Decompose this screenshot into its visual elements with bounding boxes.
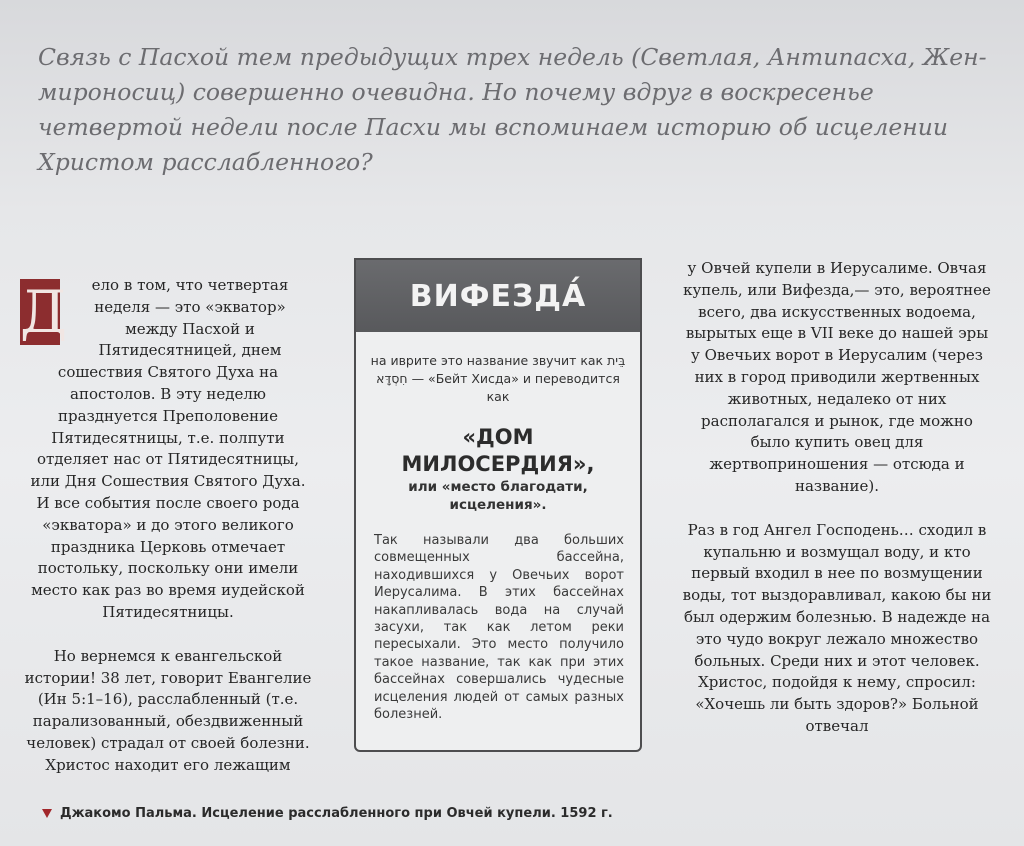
sidebar-title: ВИФЕЗДА́ (356, 260, 640, 332)
right-paragraph-2: Раз в год Ангел Господень… сходил в купальню и возмущал воду, и кто первый входил в нее по возмущении воды, тот выздоравливал, какою бы ни был одержим болезнью. В надежде на это чудо вокруг лежало множество больных. Среди них и этот человек. Христос, подойдя к нему, спросил: «Хочешь ли быть здоров?» Больной отвечал (682, 520, 992, 735)
caption-triangle-icon (42, 809, 52, 818)
lead-text: Связь с Пасхой тем предыдущих трех недель (Светлая, Антипасха, Жен-мироносиц) совершенно очевидна. Но почему вдруг в воскресенье четвертой недели после Пасхи мы вспоминаем историю об исцелении Христом расслабленного? (38, 43, 987, 176)
left-paragraph-1-text: ело в том, что четвертая неделя — это «экватор» между Пасхой и Пятидесятницей, днем сошествия Святого Духа на апостолов. В эту неделю празднуется Преполовение Пятидесятницы, т.е. полпути отделяет нас от Пятидесятницы, или Дня Сошествия Святого Духа. И все события после своего рода «экватора» и до этого великого праздника Церковь отмечает постольку, поскольку они имели место как раз во время иудейской Пятидесятницы. (30, 276, 306, 621)
left-paragraph-2: Но вернемся к евангельской истории! 38 лет, говорит Евангелие (Ин 5:1–16), расслабленный (т.е. парализованный, обездвиженный человек) страдал от своей болезни. Христос находит его лежащим (24, 646, 312, 774)
sidebar-highlight: «ДОМ МИЛОСЕРДИЯ», (401, 425, 595, 476)
left-column (22, 275, 314, 799)
left-paragraph-1 (22, 275, 314, 624)
image-caption (42, 806, 742, 821)
sidebar-box (354, 258, 642, 752)
sidebar-intro: на иврите это название звучит как בֵּית חִסְדָּא — «Бейт Хисда» и переводится как (370, 353, 626, 404)
lead-paragraph (38, 40, 988, 180)
caption-text: Джакомо Пальма. Исцеление расслабленного при Овчей купели. 1592 г. (60, 806, 613, 821)
right-paragraph-1: у Овчей купели в Иерусалиме. Овчая купель, или Вифезда,— это, вероятнее всего, два искусственных водоема, вырытых еще в VII веке до нашей эры у Овечьих ворот в Иерусалим (через них в город приводили жертвенных животных, недалеко от них располагался и рынок, где можно было купить овец для жертвоприношения — отсюда и название). (683, 259, 991, 495)
sidebar-body: Так называли два больших совмещенных бассейна, находившихся у Овечьих ворот Иерусалима. В этих бассейнах накапливалась вода на случай засухи, так как летом реки пересыхали. Это место получило такое название, так как при этих бассейнах совершались чудесные исцеления людей от самых разных болезней. (374, 533, 624, 723)
sidebar-highlight-sub: или «место благодати, исцеления». (408, 479, 588, 513)
drop-cap: Д (20, 278, 68, 346)
right-column (682, 258, 992, 760)
